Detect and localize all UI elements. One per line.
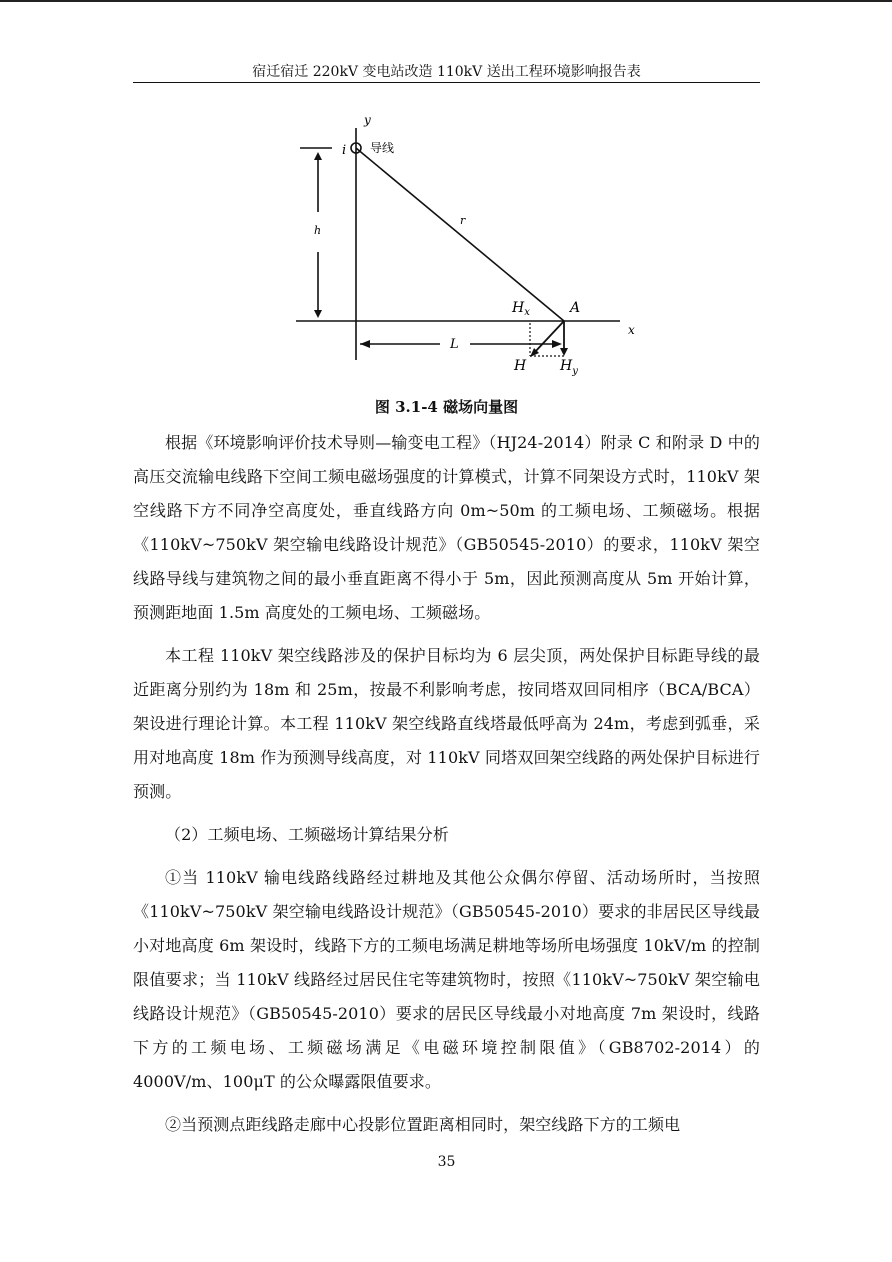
paragraph-project-targets: 本工程 110kV 架空线路涉及的保护目标均为 6 层尖顶，两处保护目标距导线的最近距离分别约为 18m 和 25m，按最不利影响考虑，按同塔双回同相序（BCA/BCA）架设进行理论计算。本工程 110kV 架空线路直线塔最低呼高为 24m，考虑到弧垂，采用对地高度 18m 作为预测导线高度，对 110kV 同塔双回架空线路的两处保护目标进行预测。 — [133, 646, 760, 801]
label-A: A — [570, 300, 581, 316]
y-axis-label: y — [364, 113, 371, 127]
label-h: h — [314, 224, 322, 237]
label-H: H — [514, 358, 527, 374]
conductor-label: 导线 — [370, 141, 395, 155]
running-header: 宿迁宿迁 220kV 变电站改造 110kV 送出工程环境影响报告表 — [252, 64, 641, 80]
magnetic-field-vector-diagram — [290, 112, 650, 384]
figure-caption: 图 3.1-4 磁场向量图 — [374, 398, 519, 416]
page-top-border — [0, 0, 892, 2]
hy-arrowhead — [560, 348, 568, 356]
section-heading-results: （2）工频电场、工频磁场计算结果分析 — [165, 825, 449, 844]
body-text — [133, 426, 760, 1151]
label-L: L — [450, 337, 459, 352]
paragraph-result-1: ①当 110kV 输电线路线路经过耕地及其他公众偶尔停留、活动场所时，当按照《110kV~750kV 架空输电线路设计规范》（GB50545-2010）要求的非居民区导线最小对地高度 6m 架设时，线路下方的工频电场满足耕地等场所电场强度 10kV/m 的控制限值要求；当 110kV 线路经过居民住宅等建筑物时，按照《110kV~750kV 架空输电线路设计规范》（GB50545-2010）要求的居民区导线最小对地高度 7m 架设时，线路下方的工频电场、工频磁场满足《电磁环境控制限值》（GB8702-2014）的 4000V/m、100μT 的公众曝露限值要求。 — [133, 868, 760, 1091]
label-Hx: $H_x$ — [512, 300, 530, 318]
l-arrow-left — [360, 340, 370, 348]
label-Hy: $H_y$ — [560, 358, 578, 377]
paragraph-calc-method: 根据《环境影响评价技术导则—输变电工程》（HJ24-2014）附录 C 和附录 D 中的高压交流输电线路下空间工频电磁场强度的计算模式，计算不同架设方式时，110kV 架空线路下方不同净空高度处，垂直线路方向 0m~50m 的工频电场、工频磁场。根据《110kV~750kV 架空输电线路设计规范》（GB50545-2010）的要求，110kV 架空线路导线与建筑物之间的最小垂直距离不得小于 5m，因此预测高度从 5m 开始计算，预测距地面 1.5m 高度处的工频电场、工频磁场。 — [133, 433, 760, 622]
x-axis-label: x — [628, 323, 635, 337]
h-arrow-bottom — [314, 310, 322, 318]
point-i-label: i — [342, 143, 347, 158]
label-r: r — [460, 214, 466, 227]
header-rule — [133, 82, 760, 83]
l-arrow-right — [552, 340, 562, 348]
paragraph-result-2: ②当预测点距线路走廊中心投影位置距离相同时，架空线路下方的工频电 — [165, 1115, 681, 1134]
distance-r-line — [356, 148, 564, 321]
h-arrow-top — [314, 152, 322, 160]
h-vector — [534, 321, 564, 353]
page-number: 35 — [437, 1154, 456, 1170]
